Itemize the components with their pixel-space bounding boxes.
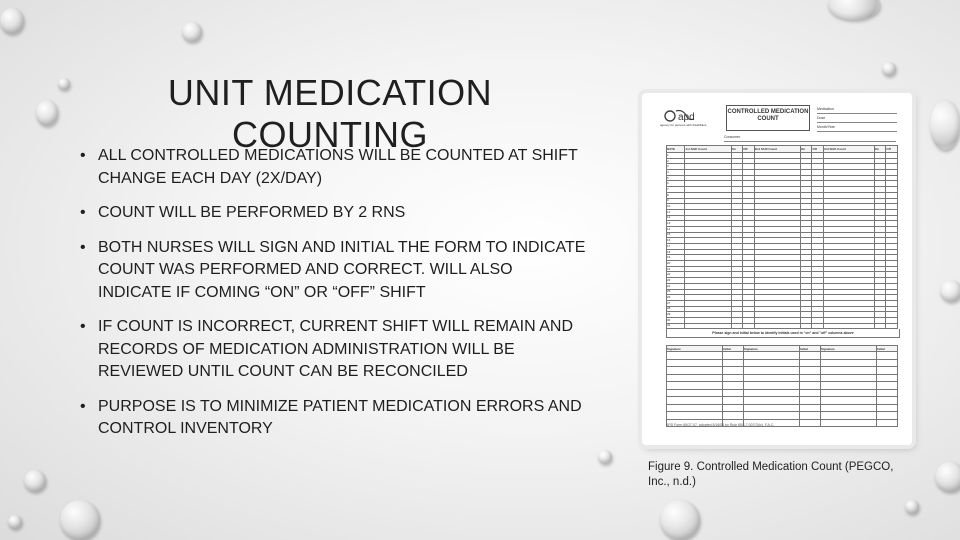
grid-row-number: 20	[667, 261, 685, 267]
sig-cell	[876, 352, 897, 360]
water-drop-decoration	[882, 62, 896, 76]
sig-cell	[743, 397, 799, 405]
water-drop-decoration	[660, 500, 700, 540]
bullet-text: BOTH NURSES WILL SIGN AND INITIAL THE FORM TO INDICATE COUNT WAS PERFORMED AND CORRECT. WILL ALSO INDICATE IF COMING “ON” OR “OFF” SHIFT	[98, 238, 586, 301]
sig-row	[667, 359, 898, 367]
bullet-marker: •	[80, 318, 86, 335]
sig-cell	[799, 419, 820, 427]
grid-row-number: 1	[667, 153, 685, 159]
logo-text: apd	[678, 112, 695, 123]
bullet-text: ALL CONTROLLED MEDICATIONS WILL BE COUNTED AT SHIFT CHANGE EACH DAY (2X/DAY)	[98, 147, 578, 187]
sig-cell	[820, 367, 876, 375]
bullet-marker: •	[80, 204, 86, 221]
grid-header-cell: On	[800, 146, 812, 153]
sig-cell	[743, 367, 799, 375]
sig-cell	[723, 374, 744, 382]
consumer-field: Consumer	[724, 135, 896, 142]
sig-cell	[876, 359, 897, 367]
sig-cell	[723, 352, 744, 360]
grid-row-number: 21	[667, 266, 685, 272]
sig-cell	[820, 397, 876, 405]
grid-row-number: 30	[667, 317, 685, 323]
grid-row-number: 17	[667, 244, 685, 250]
sig-cell	[820, 404, 876, 412]
grid-row-number: 6	[667, 181, 685, 187]
grid-row-number: 23	[667, 278, 685, 284]
grid-header-cell: 2nd Shift Count	[754, 146, 800, 153]
sig-row	[667, 374, 898, 382]
sig-cell	[723, 404, 744, 412]
bullet-item	[80, 316, 590, 384]
bullet-text: IF COUNT IS INCORRECT, CURRENT SHIFT WILL REMAIN AND RECORDS OF MEDICATION ADMINISTRATION WILL BE REVIEWED UNTIL COUNT CAN BE RECONCILED	[98, 318, 574, 380]
bullet-list	[80, 145, 590, 453]
sig-cell	[667, 367, 723, 375]
grid-row-number: 13	[667, 221, 685, 227]
apd-logo	[660, 107, 708, 131]
grid-row-number: 19	[667, 255, 685, 261]
grid-cell	[824, 323, 875, 329]
sig-cell	[876, 419, 897, 427]
sig-cell	[667, 359, 723, 367]
water-drop-decoration	[36, 100, 58, 126]
sig-row	[667, 367, 898, 375]
sig-cell	[876, 397, 897, 405]
sig-cell	[820, 352, 876, 360]
grid-row-number: 10	[667, 204, 685, 210]
logo-subtext: agency for persons with disabilities	[660, 123, 707, 127]
sig-cell	[876, 367, 897, 375]
sig-cell	[799, 374, 820, 382]
bullet-marker: •	[80, 238, 86, 256]
figure-caption: Figure 9. Controlled Medication Count (PEGCO, Inc., n.d.)	[648, 461, 894, 488]
sig-cell	[876, 404, 897, 412]
sig-cell	[743, 359, 799, 367]
grid-row-number: 18	[667, 249, 685, 255]
sig-cell	[667, 404, 723, 412]
grid-row-number: 8	[667, 192, 685, 198]
form-image-frame	[642, 93, 912, 445]
grid-row-number: 22	[667, 272, 685, 278]
form-meta-fields	[817, 105, 897, 132]
grid-header-cell: 1st Shift Count	[685, 146, 731, 153]
grid-row-number: 25	[667, 289, 685, 295]
sig-row	[667, 389, 898, 397]
sig-cell	[799, 389, 820, 397]
sig-row	[667, 404, 898, 412]
water-drop-decoration	[940, 280, 960, 302]
water-drop-decoration	[58, 78, 70, 90]
form-title: CONTROLLED MEDICATION COUNT	[726, 105, 810, 131]
sig-header-cell: Signature	[667, 346, 723, 352]
sig-cell	[820, 412, 876, 420]
water-drop-decoration	[828, 0, 880, 20]
sig-cell	[876, 382, 897, 390]
grid-row-number: 28	[667, 306, 685, 312]
grid-cell	[685, 323, 731, 329]
bullet-item	[80, 396, 590, 441]
sig-cell	[820, 419, 876, 427]
sig-header-cell: Initial	[876, 346, 897, 352]
sig-cell	[723, 412, 744, 420]
sig-header-cell: Initial	[723, 346, 744, 352]
sig-cell	[723, 367, 744, 375]
bullet-text: COUNT WILL BE PERFORMED BY 2 RNS	[98, 204, 406, 221]
grid-row-number: 26	[667, 295, 685, 301]
grid-header-cell: DATE	[667, 146, 685, 153]
meta-field-month-year: Month/Year	[817, 123, 897, 132]
bullet-marker: •	[80, 397, 86, 415]
sig-cell	[799, 404, 820, 412]
bullet-marker: •	[80, 147, 86, 164]
grid-header-cell: Off	[743, 146, 755, 153]
meta-field-medication: Medication	[817, 105, 897, 114]
sig-header-cell: Signature	[743, 346, 799, 352]
signature-grid	[666, 345, 898, 427]
grid-row-number: 15	[667, 232, 685, 238]
grid-cell	[800, 323, 812, 329]
grid-cell	[812, 323, 824, 329]
grid-cell	[743, 323, 755, 329]
sig-cell	[799, 397, 820, 405]
grid-row-number: 14	[667, 226, 685, 232]
grid-row-number: 4	[667, 170, 685, 176]
water-drop-decoration	[8, 515, 22, 529]
sig-cell	[799, 352, 820, 360]
sig-cell	[876, 389, 897, 397]
sig-row	[667, 397, 898, 405]
sig-cell	[799, 367, 820, 375]
signature-note: Please sign and initial below to identify initials used in "on" and "off" columns above	[666, 329, 900, 338]
count-grid	[666, 145, 898, 329]
water-drop-decoration	[930, 100, 960, 150]
bullet-item	[80, 145, 590, 190]
grid-header-cell: Off	[886, 146, 898, 153]
grid-row-number: 5	[667, 175, 685, 181]
grid-cell	[874, 323, 886, 329]
sig-cell	[667, 374, 723, 382]
grid-cell	[886, 323, 898, 329]
water-drop-decoration	[935, 462, 960, 492]
grid-row-number: 9	[667, 198, 685, 204]
sig-cell	[743, 412, 799, 420]
bullet-item	[80, 202, 590, 225]
water-drop-decoration	[24, 470, 46, 492]
grid-row-number: 12	[667, 215, 685, 221]
sig-cell	[667, 389, 723, 397]
grid-row-number: 7	[667, 187, 685, 193]
sig-header-cell: Signature	[820, 346, 876, 352]
grid-cell	[731, 323, 743, 329]
sig-cell	[820, 382, 876, 390]
grid-header-cell: On	[731, 146, 743, 153]
sig-cell	[876, 374, 897, 382]
slide-title: UNIT MEDICATION COUNTING	[167, 72, 493, 155]
sig-cell	[799, 382, 820, 390]
sig-header-cell: Initial	[799, 346, 820, 352]
form-footer: APD Form 65G7-07, adopted 5/16/06 by Rule 65G-7.007(3)(c), F.A.C.	[666, 423, 775, 427]
sig-cell	[723, 397, 744, 405]
grid-row-number: 3	[667, 164, 685, 170]
sig-cell	[667, 382, 723, 390]
sig-cell	[743, 389, 799, 397]
sig-cell	[743, 374, 799, 382]
controlled-medication-count-form	[652, 101, 902, 436]
grid-header-cell: On	[874, 146, 886, 153]
sig-cell	[820, 359, 876, 367]
sig-cell	[799, 412, 820, 420]
sig-cell	[723, 359, 744, 367]
grid-row-number: 16	[667, 238, 685, 244]
grid-row-number: 29	[667, 312, 685, 318]
sig-cell	[723, 389, 744, 397]
grid-header-cell: 3rd Shift Count	[824, 146, 875, 153]
grid-row	[667, 323, 898, 329]
bullet-item	[80, 237, 590, 305]
grid-header-row	[667, 146, 898, 153]
sig-cell	[820, 374, 876, 382]
grid-row-number: 31	[667, 323, 685, 329]
sig-row	[667, 382, 898, 390]
water-drop-decoration	[182, 22, 202, 42]
grid-row-number: 24	[667, 283, 685, 289]
grid-row-number: 27	[667, 300, 685, 306]
water-drop-decoration	[598, 450, 612, 464]
sig-cell	[723, 382, 744, 390]
water-drop-decoration	[60, 500, 100, 540]
sig-row	[667, 412, 898, 420]
sig-cell	[799, 359, 820, 367]
meta-field-dose: Dose	[817, 114, 897, 123]
sig-cell	[743, 352, 799, 360]
grid-cell	[754, 323, 800, 329]
sig-cell	[876, 412, 897, 420]
sig-cell	[820, 389, 876, 397]
grid-header-cell: Off	[812, 146, 824, 153]
sig-cell	[743, 382, 799, 390]
sig-cell	[743, 404, 799, 412]
sig-cell	[667, 397, 723, 405]
sig-row	[667, 352, 898, 360]
water-drop-decoration	[0, 8, 24, 34]
sig-cell	[667, 412, 723, 420]
bullet-text: PURPOSE IS TO MINIMIZE PATIENT MEDICATION ERRORS AND CONTROL INVENTORY	[98, 397, 582, 437]
grid-row-number: 2	[667, 158, 685, 164]
sig-cell	[667, 352, 723, 360]
water-drop-decoration	[905, 500, 919, 514]
apd-logo-mark-icon	[660, 107, 708, 123]
grid-row-number: 11	[667, 209, 685, 215]
